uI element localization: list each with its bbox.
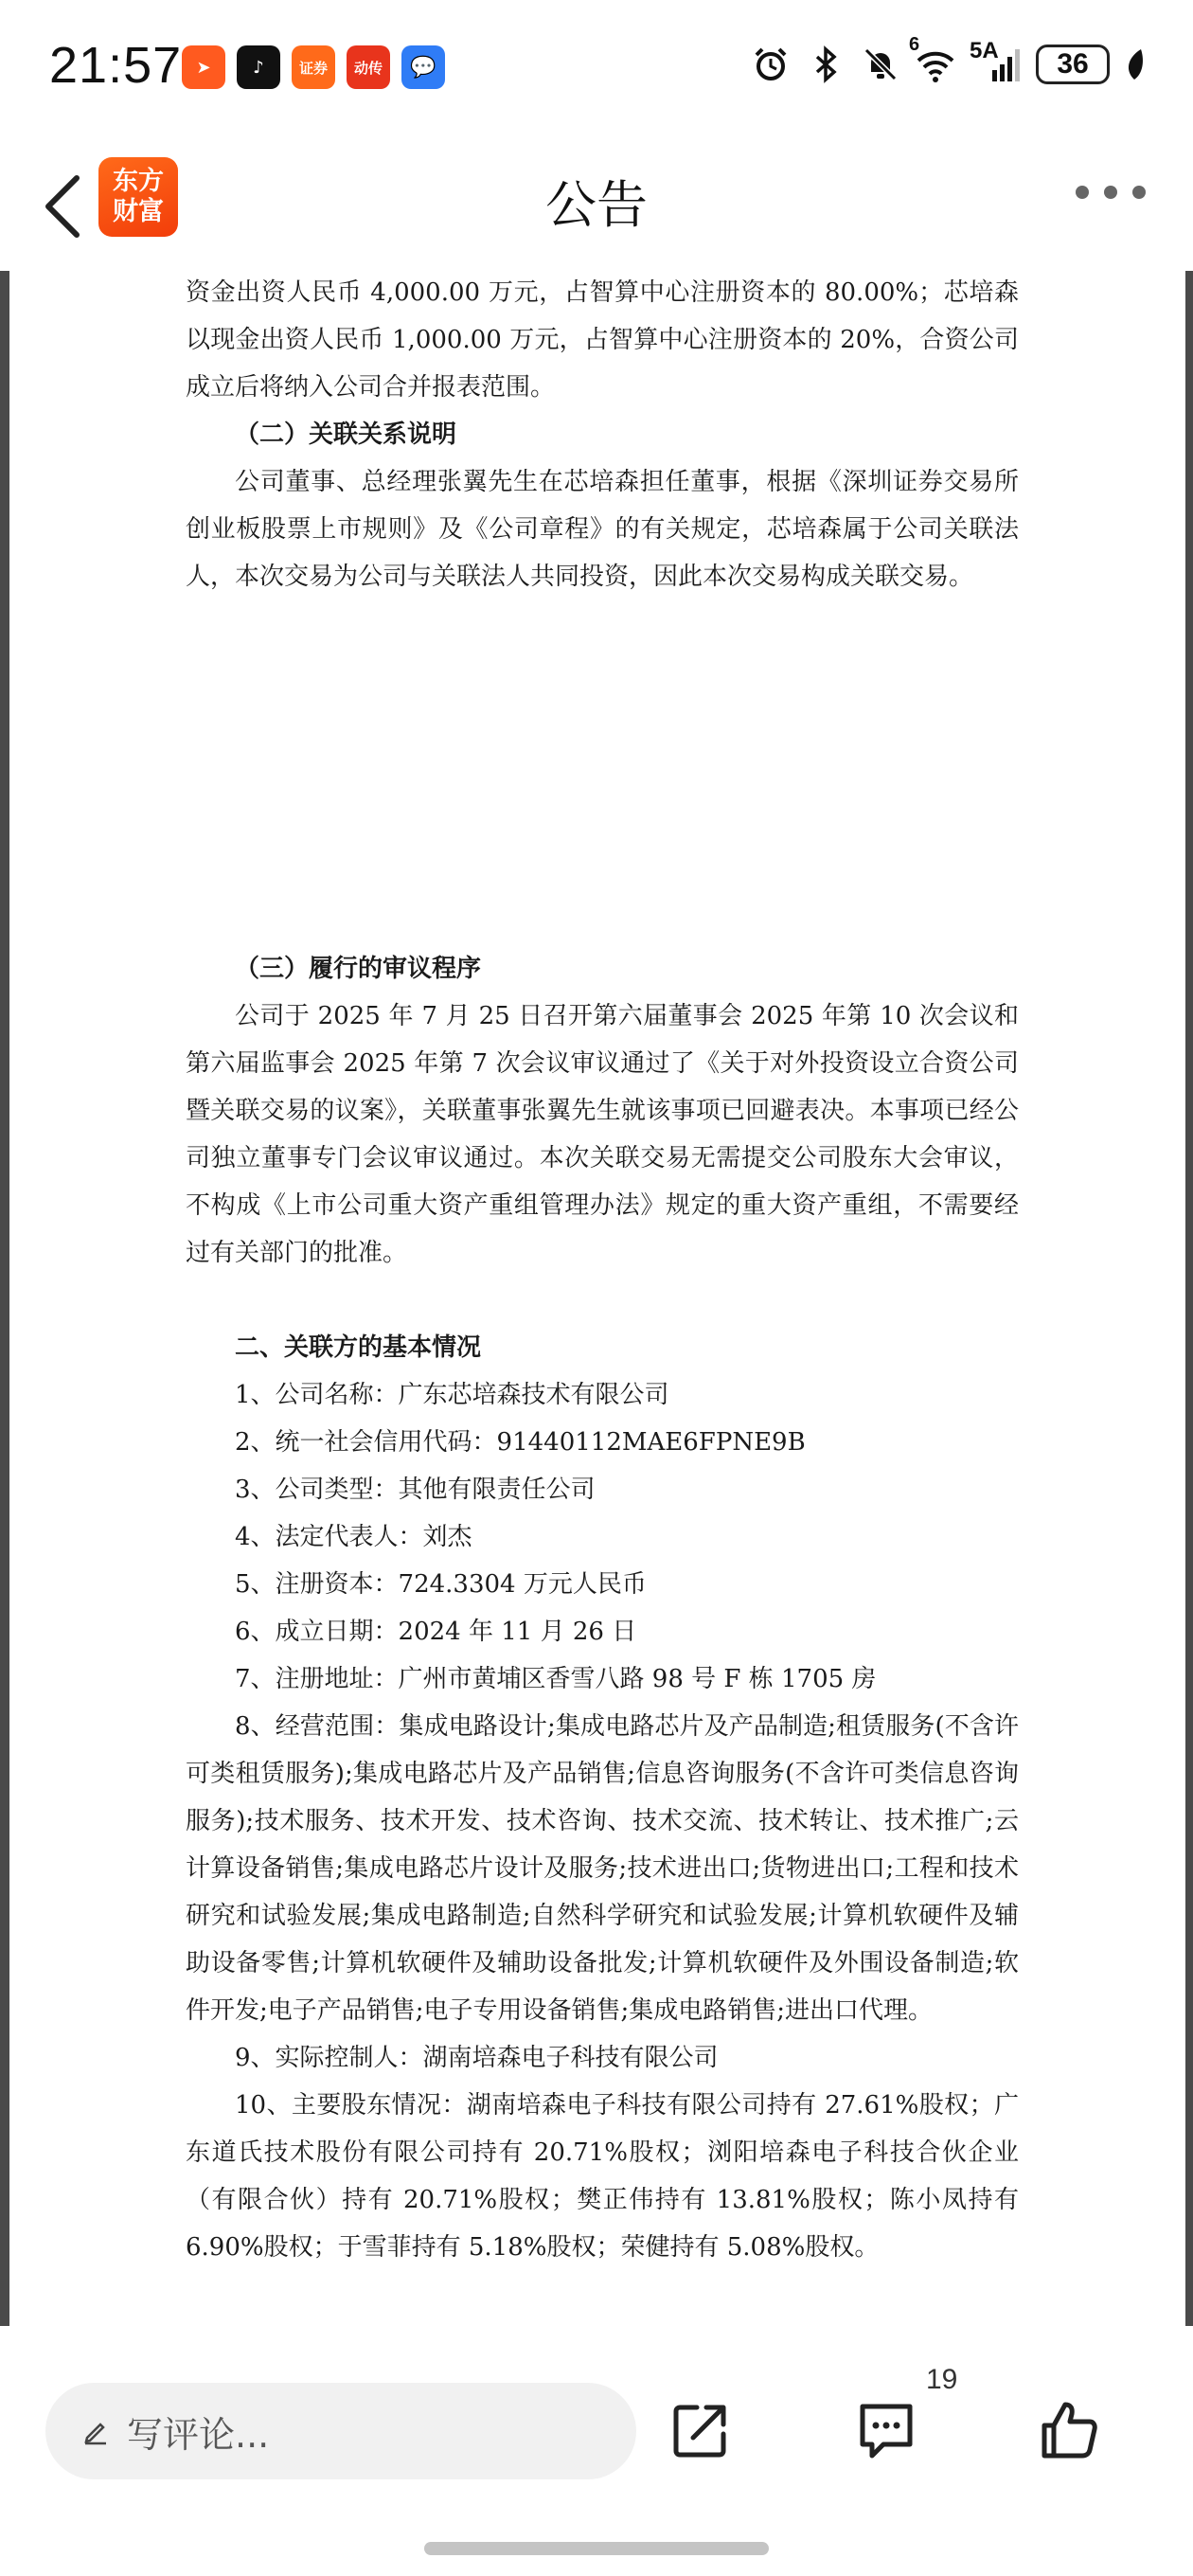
brand-line-1: 东方 — [113, 167, 164, 196]
pen-icon — [81, 2417, 110, 2445]
status-time: 21:57 — [49, 37, 183, 94]
bottom-action-bar — [0, 2326, 1193, 2576]
wifi-icon — [909, 34, 956, 85]
document-viewer[interactable] — [0, 271, 1193, 2326]
comment-placeholder: 写评论... — [127, 2413, 270, 2456]
battery-indicator: 36 — [1036, 45, 1110, 84]
system-status-icons — [750, 34, 1146, 85]
more-options-button[interactable] — [1076, 186, 1146, 199]
list-item: 9、实际控制人：湖南培森电子科技有限公司 — [235, 2044, 719, 2072]
paragraph: 资金出资人民币 4,000.00 万元，占智算中心注册资本的 80.00%；芯培森以现金出资人民币 1,000.00 万元，占智算中心注册资本的 20%，合资公司成立后将纳入公司合并报表范围。 — [186, 278, 1019, 402]
app-icon-messages: 💬 — [401, 45, 445, 89]
list-item: 8、经营范围：集成电路设计;集成电路芯片及产品制造;租赁服务(不含许可类租赁服务);集成电路芯片及产品销售;信息咨询服务(不含许可类信息咨询服务);技术服务、技术开发、技术咨询、技术交流、技术转让、技术推广;云计算设备销售;集成电路芯片设计及服务;技术进出口;货物进出口;工程和技术研究和试验发展;集成电路制造;自然科学研究和试验发展;计算机软硬件及辅助设备零售;计算机软硬件及辅助设备批发;计算机软硬件及外围设备制造;软件开发;电子产品销售;电子专用设备销售;集成电路销售;进出口代理。 — [186, 1712, 1019, 2025]
list-item: 1、公司名称：广东芯培森技术有限公司 — [235, 1381, 669, 1409]
network-type-label: 5A — [970, 38, 999, 63]
cellular-signal-icon — [970, 38, 1023, 85]
app-icon-stocks: 动传 — [347, 45, 390, 89]
notification-app-icons — [182, 45, 445, 89]
app-icon-securities: 证券 — [292, 45, 335, 89]
page-content — [186, 945, 1019, 2271]
list-item: 7、注册地址：广州市黄埔区香雪八路 98 号 F 栋 1705 房 — [235, 1665, 877, 1693]
list-item: 4、法定代表人：刘杰 — [235, 1523, 472, 1551]
brand-line-2: 财富 — [113, 197, 164, 226]
app-icon-tiktok: ♪ — [237, 45, 280, 89]
comment-count: 19 — [926, 2364, 958, 2395]
share-icon — [670, 2400, 731, 2460]
share-button[interactable] — [663, 2392, 739, 2468]
like-button[interactable] — [1032, 2392, 1108, 2468]
page-title: 公告 — [545, 175, 648, 235]
list-item: 2、统一社会信用代码：91440112MAE6FPNE9B — [235, 1428, 806, 1457]
wifi-label: 6 — [909, 34, 920, 55]
section-heading: （三）履行的审议程序 — [235, 955, 482, 983]
thumbs-up-icon — [1039, 2399, 1101, 2461]
section-heading: （二）关联关系说明 — [235, 420, 457, 449]
list-item: 3、公司类型：其他有限责任公司 — [235, 1476, 596, 1504]
mute-bell-icon — [860, 44, 901, 85]
leaf-icon — [1123, 44, 1146, 85]
more-dot-icon — [1076, 186, 1089, 199]
comment-input[interactable] — [45, 2383, 636, 2479]
list-item: 5、注册资本：724.3304 万元人民币 — [235, 1570, 647, 1599]
paragraph: 公司于 2025 年 7 月 25 日召开第六届董事会 2025 年第 10 次会议和第六届监事会 2025 年第 7 次会议审议通过了《关于对外投资设立合资公司暨关联交易的议案》，关联董事张翼先生就该事项已回避表决。本事项已经公司独立董事专门会议审议通过。本次关联交易无需提交公司股东大会审议，不构成《上市公司重大资产重组管理办法》规定的重大资产重组，不需要经过有关部门的批准。 — [186, 1002, 1019, 1267]
more-dot-icon — [1104, 186, 1117, 199]
list-item: 6、成立日期：2024 年 11 月 26 日 — [235, 1618, 637, 1646]
page-content — [186, 271, 1019, 600]
bluetooth-icon — [805, 44, 846, 85]
status-bar — [0, 0, 1193, 142]
spacer — [186, 1277, 1019, 1324]
more-dot-icon — [1132, 186, 1146, 199]
comments-button[interactable] — [848, 2392, 924, 2468]
nav-header — [0, 142, 1193, 271]
document-page — [9, 792, 1185, 2326]
alarm-icon — [750, 44, 792, 85]
list-item: 10、主要股东情况：湖南培森电子科技有限公司持有 27.61%股权；广东道氏技术股份有限公司持有 20.71%股权；浏阳培森电子科技合伙企业（有限合伙）持有 20.71%股权；樊正伟持有 13.81%股权；陈小凤持有 6.90%股权；于雪菲持有 5.18%股权；荣健持有 5.08%股权。 — [186, 2091, 1019, 2262]
comment-bubble-icon — [855, 2399, 917, 2461]
section-heading: 二、关联方的基本情况 — [235, 1333, 482, 1362]
home-indicator[interactable] — [424, 2542, 769, 2555]
app-icon-1: ➤ — [182, 45, 225, 89]
paragraph: 公司董事、总经理张翼先生在芯培森担任董事，根据《深圳证券交易所创业板股票上市规则》及《公司章程》的有关规定，芯培森属于公司关联法人，本次交易为公司与关联法人共同投资，因此本次交易构成关联交易。 — [186, 468, 1019, 591]
